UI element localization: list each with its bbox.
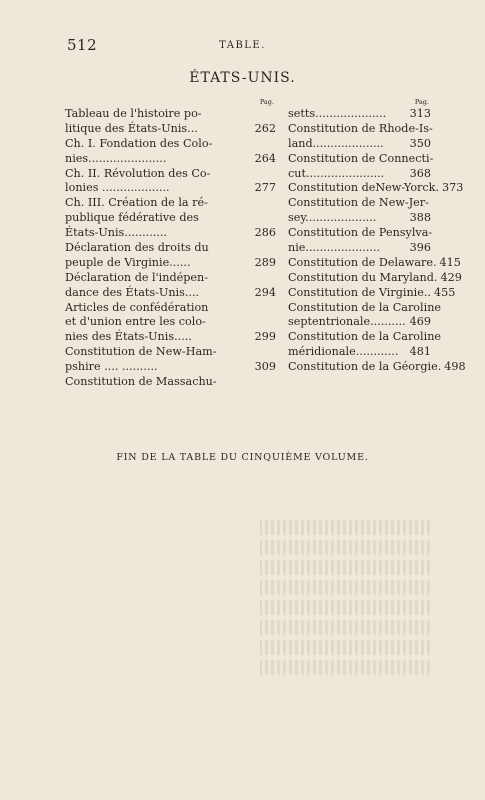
- toc-entry-text: Constitution de Pensylva-: [288, 226, 433, 240]
- toc-entry-page: 309: [254, 360, 276, 374]
- section-title: ÉTATS-UNIS.: [189, 70, 296, 86]
- toc-entry-text: nies......................: [65, 151, 167, 165]
- toc-entry-page: 498: [444, 360, 466, 374]
- toc-right-column: [288, 97, 466, 375]
- toc-entry-text: land....................: [288, 136, 384, 150]
- toc-entry-page: [441, 301, 444, 316]
- toc-entry: [65, 315, 276, 330]
- toc-entry: [288, 255, 461, 271]
- toc-entry: [65, 122, 276, 137]
- toc-entry-text: Constitution de Rhode-Is-: [288, 121, 433, 135]
- toc-entry-text: Constitution du Maryland.: [288, 270, 438, 284]
- toc-entry: [288, 211, 431, 226]
- toc-entry: [288, 360, 466, 375]
- toc-left-column: [65, 97, 276, 390]
- toc-entry-page: [273, 241, 276, 256]
- toc-entry-page: [273, 345, 276, 360]
- closing-line: FIN DE LA TABLE DU CINQUIÈME VOLUME.: [116, 452, 369, 463]
- toc-entry-page: 262: [254, 121, 276, 135]
- pag-label: Pag.: [259, 98, 274, 106]
- toc-entry: [288, 330, 442, 345]
- toc-entry-text: nies des États-Unis.....: [65, 330, 192, 344]
- toc-entry-text: Déclaration de l'indépen-: [65, 270, 209, 284]
- toc-entry: [288, 196, 431, 211]
- toc-entry: [65, 137, 276, 152]
- page-number: 512: [67, 36, 98, 54]
- toc-entry-page: 277: [254, 181, 276, 195]
- toc-entry-page: 368: [409, 166, 431, 180]
- toc-entry-text: États-Unis............: [65, 226, 167, 240]
- toc-entry-text: Constitution de New-Jer-: [288, 196, 429, 210]
- toc-entry-page: [273, 196, 276, 211]
- toc-entry-text: Ch. II. Révolution des Co-: [65, 166, 211, 180]
- toc-entry: [288, 181, 464, 196]
- toc-entry: [288, 345, 431, 360]
- toc-entry-page: 469: [409, 315, 431, 329]
- toc-entry-page: 455: [434, 285, 456, 299]
- toc-entry-page: 299: [254, 330, 276, 344]
- toc-entry-page: 289: [254, 255, 276, 269]
- running-head: TABLE.: [219, 40, 266, 51]
- toc-entry: [288, 300, 442, 316]
- toc-entry: [65, 345, 276, 360]
- toc-entry: [65, 196, 276, 211]
- toc-entry-text: publique fédérative des: [65, 211, 199, 225]
- toc-entry-page: [273, 211, 276, 226]
- toc-entry-page: 396: [409, 241, 431, 255]
- toc-entry-page: [273, 107, 276, 122]
- toc-entry: [65, 167, 276, 182]
- toc-entry-text: septentrionale..........: [288, 315, 406, 329]
- toc-entry-page: 429: [440, 270, 462, 284]
- toc-entry-page: 388: [409, 211, 431, 225]
- toc-entry: [65, 241, 276, 256]
- toc-entry-page: 415: [439, 255, 461, 269]
- toc-entry: [288, 270, 462, 286]
- toc-entry: [65, 256, 276, 271]
- toc-entry-page: [273, 301, 276, 316]
- toc-entry-text: et d'union entre les colo-: [65, 315, 206, 329]
- toc-entry-text: lonies ...................: [65, 181, 170, 195]
- toc-entry-text: Constitution de Virginie..: [288, 285, 431, 299]
- toc-entry-text: Constitution de la Caroline: [288, 300, 442, 314]
- toc-entry-text: nie.....................: [288, 241, 381, 255]
- toc-entry-text: Ch. III. Création de la ré-: [65, 196, 208, 210]
- pag-label: Pag.: [414, 98, 429, 106]
- toc-entry-text: Déclaration des droits du: [65, 241, 209, 255]
- toc-entry-page: 294: [254, 285, 276, 299]
- toc-entry-page: 264: [254, 151, 276, 165]
- toc-entry-text: Constitution de New-Ham-: [65, 345, 217, 359]
- toc-entry: [288, 285, 456, 301]
- toc-entry-page: [273, 271, 276, 286]
- toc-entry-page: 286: [254, 226, 276, 240]
- toc-entry: [288, 137, 431, 152]
- toc-entry: [65, 286, 276, 301]
- toc-entry: [65, 330, 276, 345]
- toc-right-rows: [288, 107, 466, 375]
- toc-entry-text: peuple de Virginie......: [65, 255, 191, 269]
- toc-entry-page: 481: [409, 345, 431, 359]
- toc-entry: [65, 152, 276, 167]
- toc-entry-text: Constitution de la Géorgie.: [288, 360, 442, 374]
- toc-entry: [65, 181, 276, 196]
- toc-entry-page: [273, 375, 276, 390]
- bleed-through-texture: [260, 520, 430, 680]
- toc-entry-page: [273, 137, 276, 152]
- toc-entry-page: 313: [409, 107, 431, 120]
- toc-entry-text: pshire .... ..........: [65, 360, 158, 374]
- toc-entry: [288, 122, 431, 137]
- toc-entry-page: 350: [409, 136, 431, 150]
- toc-entry: [288, 151, 434, 167]
- toc-entry: [288, 107, 431, 122]
- toc-entry-page: [429, 196, 432, 211]
- toc-entry-text: sey....................: [288, 211, 377, 225]
- toc-entry-text: Constitution de la Caroline: [288, 330, 442, 344]
- toc-entry-text: méridionale............: [288, 345, 399, 359]
- toc-entry: [65, 271, 276, 286]
- toc-entry-page: 373: [442, 181, 464, 195]
- toc-entry-page: [433, 122, 436, 137]
- toc-entry-text: Constitution de Connecti-: [288, 151, 434, 165]
- toc-entry-text: dance des États-Unis....: [65, 285, 200, 299]
- toc-entry-text: litique des États-Unis...: [65, 121, 198, 135]
- toc-entry-page: [433, 152, 436, 167]
- toc-entry-text: cut......................: [288, 166, 385, 180]
- toc-entry-page: [441, 330, 444, 345]
- toc-entry-text: Tableau de l'histoire po-: [65, 107, 202, 120]
- toc-entry-text: setts....................: [288, 107, 387, 120]
- toc-entry: [288, 226, 431, 241]
- toc-entry-page: [273, 315, 276, 330]
- toc-entry-text: Constitution de Massachu-: [65, 375, 217, 389]
- toc-entry: [65, 301, 276, 316]
- toc-entry-text: Articles de confédération: [65, 300, 209, 314]
- toc-entry: [288, 167, 431, 182]
- toc-entry: [65, 107, 276, 122]
- toc-entry-page: [432, 226, 435, 241]
- toc-entry-page: [273, 167, 276, 182]
- toc-entry-text: Constitution deNew-Yorck.: [288, 181, 440, 195]
- toc-entry: [288, 241, 431, 256]
- toc-left-rows: [65, 107, 276, 390]
- toc-entry-text: Constitution de Delaware.: [288, 255, 437, 269]
- toc-entry: [288, 315, 431, 330]
- toc-entry: [65, 375, 276, 390]
- toc-entry: [65, 211, 276, 226]
- toc-entry: [65, 360, 276, 375]
- toc-entry: [65, 226, 276, 241]
- toc-entry-text: Ch. I. Fondation des Colo-: [65, 136, 213, 150]
